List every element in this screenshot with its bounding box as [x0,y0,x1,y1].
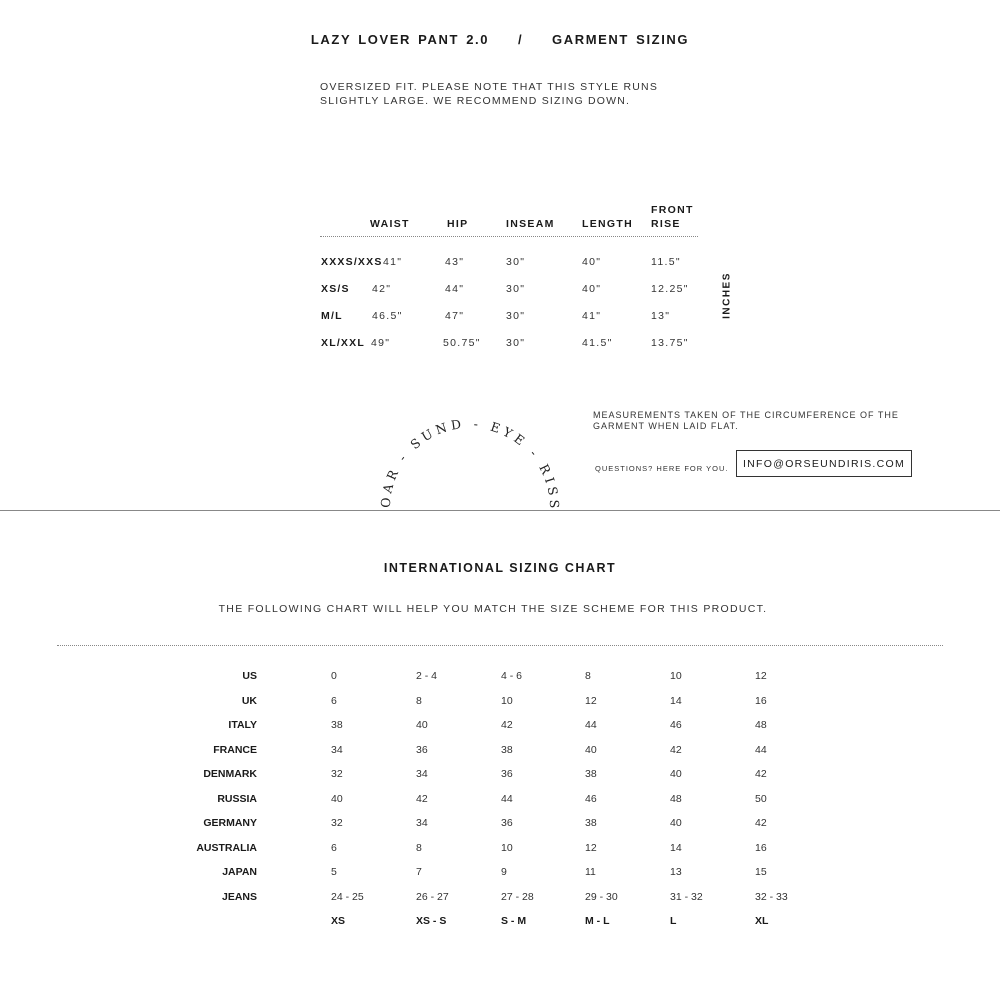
intl-size-value: 29 - 30 [585,890,618,903]
inseam-value: 30" [506,283,526,295]
intl-size-value: 34 [331,743,343,756]
col-header-waist: WAIST [370,218,410,230]
intl-size-value: 31 - 32 [670,890,703,903]
intl-size-value: 27 - 28 [501,890,534,903]
intl-size-value: 34 [416,768,428,780]
waist-value: 42" [372,283,392,295]
intl-size-value: 42 [670,743,682,756]
intl-size-value: 40 [670,817,682,829]
intl-size-value: 10 [670,670,682,682]
product-size-label: L [670,915,677,927]
hip-value: 44" [445,283,465,295]
intl-size-value: 40 [585,743,597,756]
intl-size-value: 11 [585,866,596,878]
intl-size-value: 8 [585,670,591,682]
product-size-label: XS [331,915,346,927]
intl-size-value: 48 [670,792,682,805]
hip-value: 43" [445,256,465,268]
product-size-label: XL [755,915,769,927]
country-label: US [242,670,257,682]
waist-value: 46.5" [372,310,403,322]
intl-size-value: 9 [501,866,507,878]
intl-size-value: 46 [585,792,597,805]
intl-size-value: 16 [755,841,767,854]
intl-size-value: 12 [585,694,597,707]
intl-size-value: 8 [416,694,422,707]
length-value: 40" [582,256,602,268]
title-separator: / [517,32,524,47]
intl-size-value: 10 [501,694,513,707]
inseam-value: 30" [506,337,526,349]
intl-size-value: 14 [670,694,682,707]
intl-size-value: 2 - 4 [416,670,438,682]
intl-divider [57,645,943,646]
section-name: GARMENT SIZING [552,32,690,47]
size-label: XL/XXL [321,337,365,349]
waist-value: 41" [383,256,403,268]
country-label: GERMANY [203,817,257,829]
hip-value: 47" [445,310,465,322]
inseam-value: 30" [506,310,526,322]
intl-size-value: 42 [501,719,513,731]
section-divider [0,510,1000,511]
intl-size-value: 15 [755,866,767,878]
intl-size-value: 5 [331,866,337,878]
intl-size-value: 4 - 6 [501,670,523,682]
product-size-label: M - L [585,915,610,927]
questions-text: QUESTIONS? HERE FOR YOU. [595,464,729,473]
intl-size-value: 34 [416,817,428,829]
intl-size-value: 12 [585,841,597,854]
intl-size-value: 6 [331,841,337,854]
intl-size-value: 10 [501,841,513,854]
country-label: AUSTRALIA [196,841,257,854]
unit-label: INCHES [721,272,733,319]
country-label: JEANS [221,890,257,903]
intl-size-value: 40 [670,768,682,780]
page-title [0,32,1000,47]
email-contact-button[interactable] [736,450,912,477]
col-header-front: FRONT [651,204,694,216]
intl-size-value: 42 [416,792,428,805]
size-label: M/L [321,310,343,322]
col-header-inseam: INSEAM [506,218,555,230]
intl-size-value: 42 [755,817,767,829]
intl-size-value: 12 [755,670,767,682]
intl-size-value: 13 [670,866,682,878]
intl-size-value: 8 [416,841,422,854]
rise-value: 13.75" [651,337,689,349]
measurement-note: MEASUREMENTS TAKEN OF THE CIRCUMFERENCE OF THE GARMENT WHEN LAID FLAT. [593,410,899,431]
country-label: UK [241,694,257,707]
intl-size-value: 36 [416,743,428,756]
country-label: DENMARK [203,768,257,780]
product-size-label: S - M [501,915,527,927]
intl-size-value: 38 [585,817,597,829]
intl-chart-title: INTERNATIONAL SIZING CHART [383,561,617,575]
intl-size-value: 50 [755,792,767,805]
intl-size-value: 14 [670,841,682,854]
waist-value: 49" [371,337,391,349]
rise-value: 11.5" [651,256,681,268]
length-value: 41.5" [582,337,613,349]
intl-size-value: 36 [501,768,513,780]
intl-size-value: 38 [501,743,513,756]
col-header-hip: HIP [447,218,469,230]
header-divider [320,236,698,237]
intl-size-value: 26 - 27 [416,890,449,903]
intl-size-value: 7 [416,866,422,878]
intl-size-value: 44 [501,792,513,805]
country-label: RUSSIA [217,792,257,805]
intl-size-value: 38 [331,719,343,731]
length-value: 40" [582,283,602,295]
email-label: INFO@ORSEUNDIRIS.COM [742,457,906,470]
hip-value: 50.75" [443,337,481,349]
intl-size-value: 38 [585,768,597,780]
intl-size-value: 36 [501,817,513,829]
intl-size-value: 40 [416,719,428,731]
fit-note: OVERSIZED FIT. PLEASE NOTE THAT THIS STYLE RUNS SLIGHTLY LARGE. WE RECOMMEND SIZING DOWN. [320,81,659,107]
intl-size-value: 48 [755,719,767,731]
intl-size-value: 0 [331,670,337,682]
intl-size-value: 32 [331,817,343,829]
intl-size-value: 32 - 33 [755,890,788,903]
intl-chart-subtitle: THE FOLLOWING CHART WILL HELP YOU MATCH THE SIZE SCHEME FOR THIS PRODUCT. [218,603,768,615]
col-header-rise: RISE [651,218,681,230]
size-label: XXXS/XXS [321,256,383,268]
brand-arc-logo [360,410,580,520]
intl-size-value: 44 [585,719,597,731]
intl-size-value: 46 [670,719,682,731]
country-label: ITALY [228,719,257,731]
country-label: JAPAN [222,866,257,878]
brand-arc-text: OAR - SUND - EYE - RISS [377,415,563,513]
intl-size-value: 42 [755,768,767,780]
intl-size-value: 44 [755,743,767,756]
intl-size-value: 24 - 25 [331,890,364,903]
length-value: 41" [582,310,602,322]
intl-size-value: 32 [331,768,343,780]
rise-value: 12.25" [651,283,689,295]
intl-size-value: 6 [331,694,337,707]
product-name: LAZY LOVER PANT 2.0 [310,32,490,47]
size-label: XS/S [321,283,350,295]
rise-value: 13" [651,310,671,322]
country-label: FRANCE [213,743,257,756]
intl-size-value: 40 [331,792,343,805]
intl-size-value: 16 [755,694,767,707]
inseam-value: 30" [506,256,526,268]
product-size-label: XS - S [416,915,447,927]
col-header-length: LENGTH [582,218,633,230]
